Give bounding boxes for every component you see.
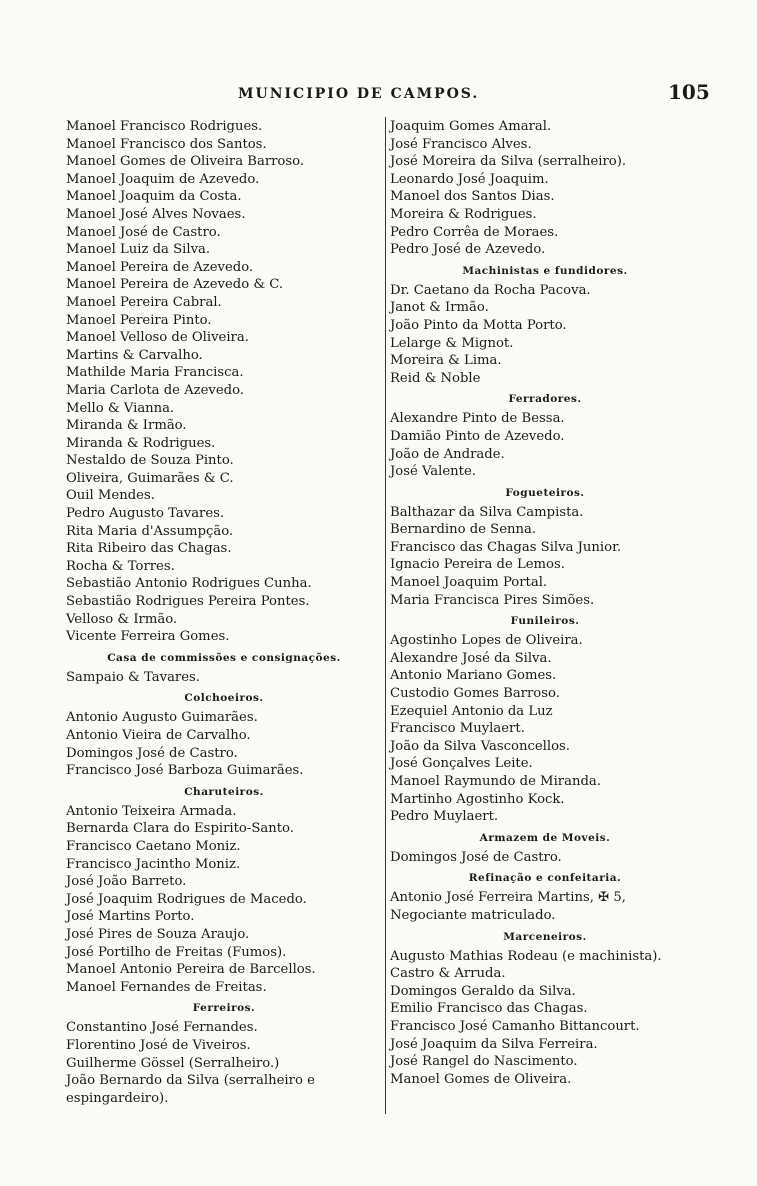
list-item: Manoel Velloso de Oliveira. [66,330,249,346]
list-item: Manoel Pereira Pinto. [66,312,212,328]
section-charuteiros [66,784,382,997]
list-item: Bernardino de Senna. [390,522,537,538]
list-item: Sampaio & Tavares. [66,669,200,685]
list-item: Alexandre José da Silva. [390,650,552,666]
list-item: Miranda & Irmão. [66,418,187,434]
list-item: Moreira & Lima. [390,353,502,369]
list-item: Bernarda Clara do Espirito-Santo. [66,821,294,837]
list-item: Sebastião Antonio Rodrigues Cunha. [66,576,312,592]
list-item: Miranda & Rodrigues. [66,435,216,451]
left-column [66,118,382,1107]
list-item: José Gonçalves Leite. [390,756,533,772]
list-item: Guilherme Gössel (Serralheiro.) [66,1055,280,1071]
section-heading: Charuteiros. [184,785,264,798]
list-item: Manoel Joaquim Portal. [390,575,548,591]
list-item: José Rangel do Nascimento. [390,1054,578,1070]
list-item: Alexandre Pinto de Bessa. [390,411,565,427]
list-item: Mathilde Maria Francisca. [66,365,244,381]
right-column [390,118,700,1088]
list-item: João Bernardo da Silva (serralheiro e espingardeiro). [66,1073,315,1106]
list-item: Francisco Jacintho Moniz. [66,856,241,872]
list-item: Rocha & Torres. [66,558,175,574]
list-item: Leonardo José Joaquim. [390,171,549,187]
list-item: Manoel Gomes de Oliveira Barroso. [66,154,305,170]
list-item: Manoel Raymundo de Miranda. [390,774,601,789]
list-item: Ignacio Pereira de Lemos. [390,557,565,573]
list-item: Vicente Ferreira Gomes. [66,629,230,645]
list-item: José Martins Porto. [66,909,195,925]
section-marceneiros [390,929,700,1089]
list-item: Ouil Mendes. [66,488,155,504]
list-item: Lelarge & Mignot. [390,335,514,351]
list-item: José Joaquim da Silva Ferreira. [390,1036,598,1052]
list-item: Antonio José Ferreira Martins, ✠ 5, Negociante matriculado. [390,890,626,923]
list-item: José João Barreto. [66,874,187,890]
section-heading: Machinistas e fundidores. [462,264,628,277]
section-heading: Funileiros. [510,615,580,628]
section-ferreiros [66,1000,382,1107]
section-ferradores [390,391,700,480]
section-commissions [66,650,382,687]
list-item: Manoel José de Castro. [66,224,221,240]
list-item: Pedro Augusto Tavares. [66,506,225,522]
section-heading: Refinação e confeitaria. [468,872,622,885]
list-item: Domingos Geraldo da Silva. [390,983,576,999]
list-item: Manoel Antonio Pereira de Barcellos. [66,962,316,978]
list-item: Antonio Vieira de Carvalho. [66,728,251,743]
section-refinacao [390,870,700,924]
page-number: 105 [668,80,710,104]
list-item: Martins & Carvalho. [66,347,203,363]
list-item: José Pires de Souza Araujo. [66,926,250,942]
list-item: José Valente. [390,464,476,480]
list-item: Manoel Luiz da Silva. [66,242,211,258]
right-top-list [390,118,700,259]
list-item: João Pinto da Motta Porto. [390,317,567,333]
list-item: Francisco das Chagas Silva Junior. [390,539,622,555]
list-item: Constantino José Fernandes. [66,1020,258,1036]
list-item: Janot & Irmão. [390,300,489,316]
list-item: Damião Pinto de Azevedo. [390,428,565,444]
list-item: Moreira & Rodrigues. [390,206,537,222]
section-heading: Armazem de Moveis. [479,831,611,844]
page-header [0,80,757,110]
list-item: Maria Carlota de Azevedo. [66,382,245,398]
section-colchoeiros [66,690,382,779]
list-item: Mello & Vianna. [66,400,175,416]
list-item: Manoel Joaquim da Costa. [66,189,242,205]
list-item: Francisco Caetano Moniz. [66,838,241,854]
list-item: José Joaquim Rodrigues de Macedo. [66,891,307,907]
list-item: Augusto Mathias Rodeau (e machinista). [390,948,662,964]
list-item: José Portilho de Freitas (Fumos). [66,944,287,960]
section-heading: Casa de commissões e consignações. [107,651,341,664]
list-item: Manoel Joaquim de Azevedo. [66,171,260,187]
list-item: Pedro Corrêa de Moraes. [390,224,559,240]
section-heading: Ferradores. [508,393,582,406]
section-armazem-moveis [390,830,700,867]
list-item: Custodio Gomes Barroso. [390,686,560,702]
list-item: Nestaldo de Souza Pinto. [66,453,234,469]
list-item: Francisco José Barboza Guimarães. [66,763,304,779]
section-heading: Marceneiros. [503,930,587,943]
list-item: Manoel José Alves Novaes. [66,206,246,222]
list-item: Manoel Pereira de Azevedo & C. [66,277,284,293]
section-heading: Fogueteiros. [505,486,585,499]
list-item: Antonio Augusto Guimarães. [66,710,258,726]
list-item: Antonio Mariano Gomes. [390,668,557,684]
list-item: Manoel dos Santos Dias. [390,189,555,205]
column-divider [385,117,386,1114]
list-item: Velloso & Irmão. [66,611,178,627]
left-top-list [66,118,382,646]
list-item: Oliveira, Guimarães & C. [66,470,234,486]
list-item: João de Andrade. [390,446,505,462]
list-item: Rita Maria d'Assumpção. [66,523,234,539]
list-item: José Francisco Alves. [390,136,532,152]
list-item: João da Silva Vasconcellos. [390,738,570,754]
list-item: Francisco José Camanho Bittancourt. [390,1018,640,1034]
list-item: Balthazar da Silva Campista. [390,504,584,520]
list-item: Ezequiel Antonio da Luz [390,703,553,719]
list-item: Martinho Agostinho Kock. [390,791,565,807]
list-item: Joaquim Gomes Amaral. [390,119,552,134]
list-item: Manoel Pereira Cabral. [66,294,222,310]
list-item: Florentino José de Viveiros. [66,1037,251,1053]
section-heading: Ferreiros. [192,1002,256,1015]
list-item: Domingos José de Castro. [66,745,238,761]
running-title: MUNICIPIO DE CAMPOS. [238,86,480,102]
list-item: Manoel Gomes de Oliveira. [390,1071,572,1087]
list-item: Manoel Fernandes de Freitas. [66,979,267,995]
list-item: Pedro José de Azevedo. [390,242,546,258]
list-item: José Moreira da Silva (serralheiro). [390,154,627,170]
list-item: Pedro Muylaert. [390,809,499,825]
list-item: Domingos José de Castro. [390,849,562,865]
list-item: Manoel Pereira de Azevedo. [66,259,254,275]
list-item: Sebastião Rodrigues Pereira Pontes. [66,594,310,610]
list-item: Castro & Arruda. [390,966,506,982]
section-machinistas [390,263,700,388]
section-funileiros [390,613,700,826]
list-item: Manoel Francisco dos Santos. [66,136,267,152]
list-item: Rita Ribeiro das Chagas. [66,541,232,557]
list-item: Reid & Noble [390,370,481,386]
section-fogueteiros [390,485,700,610]
list-item: Manoel Francisco Rodrigues. [66,119,263,134]
list-item: Agostinho Lopes de Oliveira. [390,633,583,649]
section-heading: Colchoeiros. [184,692,264,705]
list-item: Emilio Francisco das Chagas. [390,1001,588,1017]
list-item: Antonio Teixeira Armada. [66,803,237,819]
list-item: Francisco Muylaert. [390,721,525,737]
list-item: Dr. Caetano da Rocha Pacova. [390,282,591,298]
list-item: Maria Francisca Pires Simões. [390,592,595,608]
